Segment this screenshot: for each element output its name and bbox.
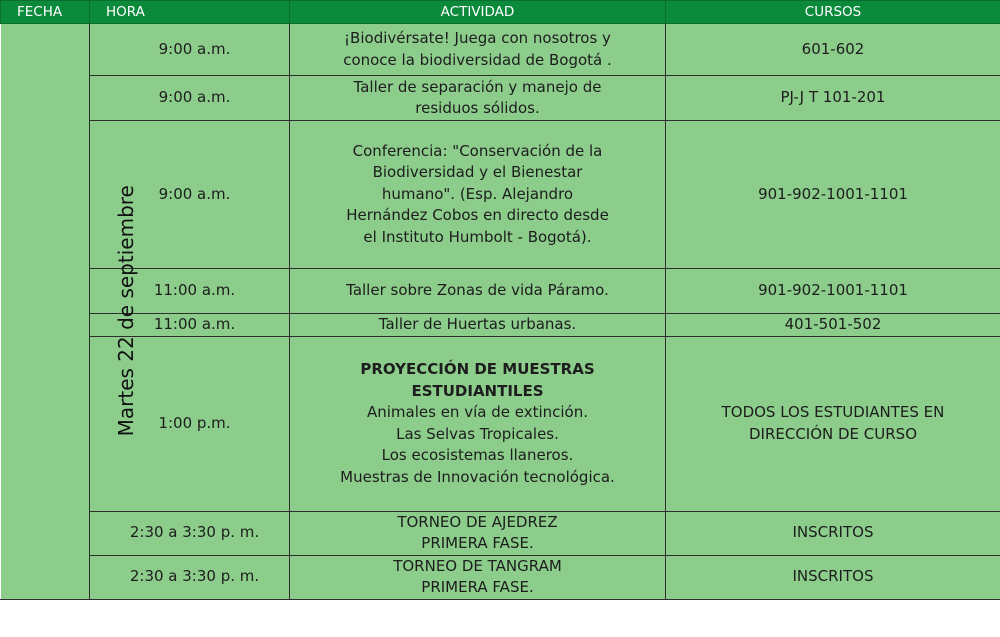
cursos-cell	[666, 76, 1000, 121]
cursos-cell	[666, 511, 1000, 555]
actividad-cell	[290, 76, 666, 121]
actividad-line: ¡Biodivérsate! Juega con nosotros y	[344, 29, 611, 47]
actividad-line: Taller sobre Zonas de vida Páramo.	[346, 281, 609, 300]
table-row	[1, 314, 1000, 337]
actividad-line: residuos sólidos.	[415, 99, 540, 117]
hora-cell: 11:00 a.m.	[90, 314, 290, 337]
actividad-cell	[290, 24, 666, 76]
header-cursos: CURSOS	[666, 1, 1000, 24]
hora-cell: 9:00 a.m.	[90, 76, 290, 121]
actividad-line: Taller de Huertas urbanas.	[378, 315, 577, 333]
cursos-line: INSCRITOS	[792, 523, 874, 542]
hora-cell: 9:00 a.m.	[90, 121, 290, 269]
actividad-line: Taller de separación y manejo de	[353, 77, 602, 96]
fecha-cell	[1, 24, 138, 600]
cursos-cell	[666, 269, 1000, 314]
header-fecha: FECHA	[1, 1, 90, 24]
table-row	[1, 24, 1000, 76]
header-row	[1, 1, 1000, 24]
actividad-line: PRIMERA FASE.	[421, 578, 534, 596]
actividad-line: conoce la biodiversidad de Bogotá .	[343, 50, 612, 69]
actividad-line: Muestras de Innovación tecnológica.	[340, 467, 615, 486]
actividad-cell	[290, 269, 666, 314]
actividad-line: Animales en vía de extinción.	[366, 403, 588, 421]
table-row	[1, 336, 1000, 511]
actividad-line: humano". (Esp. Alejandro	[381, 184, 574, 203]
cursos-line: 601-602	[801, 39, 865, 58]
cursos-cell	[666, 121, 1000, 269]
hora-cell: 11:00 a.m.	[90, 269, 290, 314]
cursos-line: TODOS LOS ESTUDIANTES EN	[721, 403, 945, 421]
actividad-line: el Instituto Humbolt - Bogotá).	[363, 227, 592, 246]
actividad-line: TORNEO DE AJEDREZ	[397, 512, 558, 531]
actividad-cell	[290, 336, 666, 511]
cursos-line: 901-902-1001-1101	[758, 184, 908, 203]
cursos-cell	[666, 24, 1000, 76]
table-row	[1, 76, 1000, 121]
hora-cell: 1:00 p.m.	[90, 336, 290, 511]
cursos-line: INSCRITOS	[792, 567, 874, 586]
actividad-title-line: ESTUDIANTILES	[411, 381, 544, 400]
cursos-line: 401-501-502	[784, 315, 882, 333]
cursos-cell	[666, 314, 1000, 337]
actividad-line: Hernández Cobos en directo desde	[346, 206, 609, 225]
cursos-line: PJ-J T 101-201	[780, 88, 886, 107]
actividad-cell	[290, 511, 666, 555]
table-row	[1, 121, 1000, 269]
cursos-line: 901-902-1001-1101	[758, 281, 908, 300]
table-row	[1, 269, 1000, 314]
hora-cell: 2:30 a 3:30 p. m.	[90, 555, 290, 599]
hora-cell: 9:00 a.m.	[90, 24, 290, 76]
actividad-line: Las Selvas Tropicales.	[396, 424, 559, 443]
actividad-line: PRIMERA FASE.	[421, 534, 534, 552]
actividad-cell	[290, 121, 666, 269]
actividad-line: Conferencia: "Conservación de la	[352, 141, 603, 160]
hora-cell: 2:30 a 3:30 p. m.	[90, 511, 290, 555]
fecha-label: Martes 22 de septiembre	[113, 184, 138, 436]
actividad-line: Los ecosistemas llaneros.	[381, 446, 574, 464]
actividad-cell	[290, 555, 666, 599]
cursos-cell	[666, 555, 1000, 599]
cursos-cell	[666, 336, 1000, 511]
header-hora: HORA	[90, 1, 290, 24]
actividad-line: TORNEO DE TANGRAM	[393, 556, 562, 575]
actividad-cell	[290, 314, 666, 337]
table-row	[1, 511, 1000, 555]
cursos-line: DIRECCIÓN DE CURSO	[748, 424, 918, 443]
table-row	[1, 555, 1000, 599]
header-actividad: ACTIVIDAD	[290, 1, 666, 24]
actividad-title-line: PROYECCIÓN DE MUESTRAS	[360, 360, 595, 378]
actividad-line: Biodiversidad y el Bienestar	[372, 163, 583, 182]
